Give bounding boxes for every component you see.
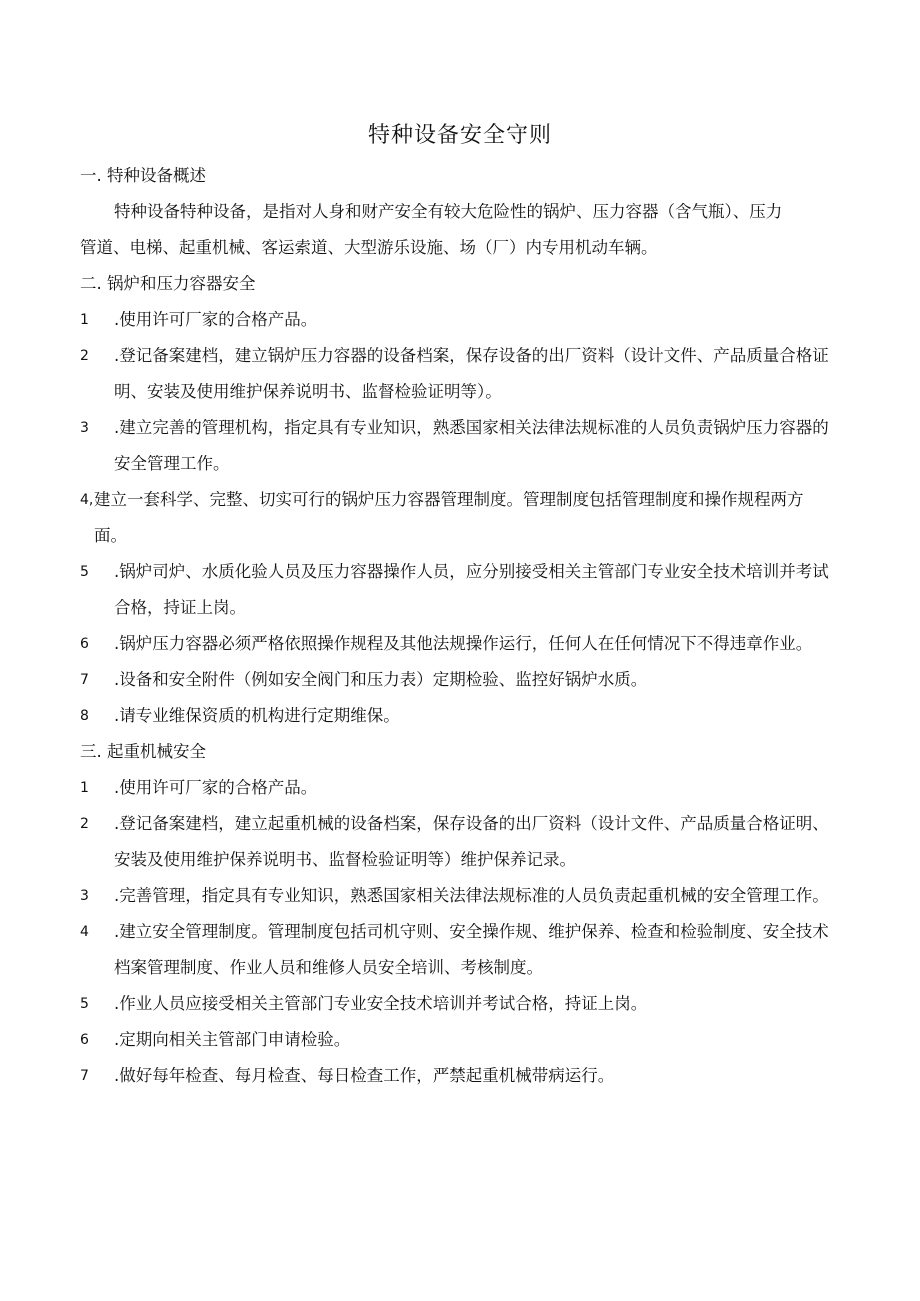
- item-text: .使用许可厂家的合格产品。: [114, 310, 318, 329]
- item-number: 4: [80, 924, 89, 940]
- item-text: .登记备案建档，建立锅炉压力容器的设备档案，保存设备的出厂资料（设计文件、产品质量合格证明、安装及使用维护保养说明书、监督检验证明等）。: [114, 346, 829, 401]
- item-number: 5: [80, 996, 89, 1012]
- list-item: [80, 698, 840, 734]
- item-text: .设备和安全附件（例如安全阀门和压力表）定期检验、监控好锅炉水质。: [114, 670, 648, 689]
- item-text: .完善管理，指定具有专业知识，熟悉国家相关法律法规标准的人员负责起重机械的安全管理工作。: [114, 886, 829, 905]
- document-body: [80, 158, 840, 1094]
- item-text: .请专业维保资质的机构进行定期维保。: [114, 706, 400, 725]
- item-number: 2: [80, 816, 89, 832]
- list-item: [80, 554, 840, 626]
- document-title: 特种设备安全守则: [367, 123, 552, 148]
- overview-paragraph: 特种设备特种设备，是指对人身和财产安全有较大危险性的锅炉、压力容器（含气瓶）、压力管道、电梯、起重机械、客运索道、大型游乐设施、场（厂）内专用机动车辆。: [80, 202, 783, 257]
- item-text: .建立安全管理制度。管理制度包括司机守则、安全操作规、维护保养、检查和检验制度、安全技术档案管理制度、作业人员和维修人员安全培训、考核制度。: [114, 922, 829, 977]
- list-item: [80, 914, 840, 986]
- boiler-rules-list: [80, 302, 840, 734]
- list-item: [80, 878, 840, 914]
- list-item: [80, 986, 840, 1022]
- list-item: [80, 1058, 840, 1094]
- item-number: 7: [80, 1068, 89, 1084]
- item-text: .登记备案建档，建立起重机械的设备档案，保存设备的出厂资料（设计文件、产品质量合格证明、安装及使用维护保养说明书、监督检验证明等）维护保养记录。: [114, 814, 829, 869]
- item-number: 1: [80, 780, 89, 796]
- item-number: 3: [80, 420, 89, 436]
- list-item: [80, 302, 840, 338]
- list-item: [80, 1022, 840, 1058]
- section-heading-crane: 三. 起重机械安全: [80, 742, 206, 761]
- list-item: [80, 338, 840, 410]
- item-number: 8: [80, 708, 89, 724]
- section-heading-overview: 一. 特种设备概述: [80, 166, 206, 185]
- item-number: 1: [80, 312, 89, 328]
- item-number: 5: [80, 564, 89, 580]
- item-text: .锅炉司炉、水质化验人员及压力容器操作人员，应分别接受相关主管部门专业安全技术培训并考试合格，持证上岗。: [114, 562, 829, 617]
- item-text: .使用许可厂家的合格产品。: [114, 778, 318, 797]
- item-number: 6: [80, 1032, 89, 1048]
- item-number: 4,: [80, 492, 94, 508]
- list-item: [80, 410, 840, 482]
- list-item: [80, 662, 840, 698]
- list-item: [80, 482, 820, 554]
- item-text: .做好每年检查、每月检查、每日检查工作，严禁起重机械带病运行。: [114, 1066, 615, 1085]
- crane-rules-list: [80, 770, 840, 1094]
- item-text: .定期向相关主管部门申请检验。: [114, 1030, 351, 1049]
- list-item: [80, 626, 840, 662]
- list-item: [80, 770, 840, 806]
- item-number: 3: [80, 888, 89, 904]
- item-text: .作业人员应接受相关主管部门专业安全技术培训并考试合格，持证上岗。: [114, 994, 648, 1013]
- item-text: .锅炉压力容器必须严格依照操作规程及其他法规操作运行，任何人在任何情况下不得违章作业。: [114, 634, 813, 653]
- section-heading-boiler: 二. 锅炉和压力容器安全: [80, 274, 256, 293]
- item-text: .建立完善的管理机构，指定具有专业知识，熟悉国家相关法律法规标准的人员负责锅炉压力容器的安全管理工作。: [114, 418, 829, 473]
- item-number: 2: [80, 348, 89, 364]
- list-item: [80, 806, 840, 878]
- item-text: 建立一套科学、完整、切实可行的锅炉压力容器管理制度。管理制度包括管理制度和操作规程两方面。: [94, 490, 804, 545]
- item-number: 6: [80, 636, 89, 652]
- item-number: 7: [80, 672, 89, 688]
